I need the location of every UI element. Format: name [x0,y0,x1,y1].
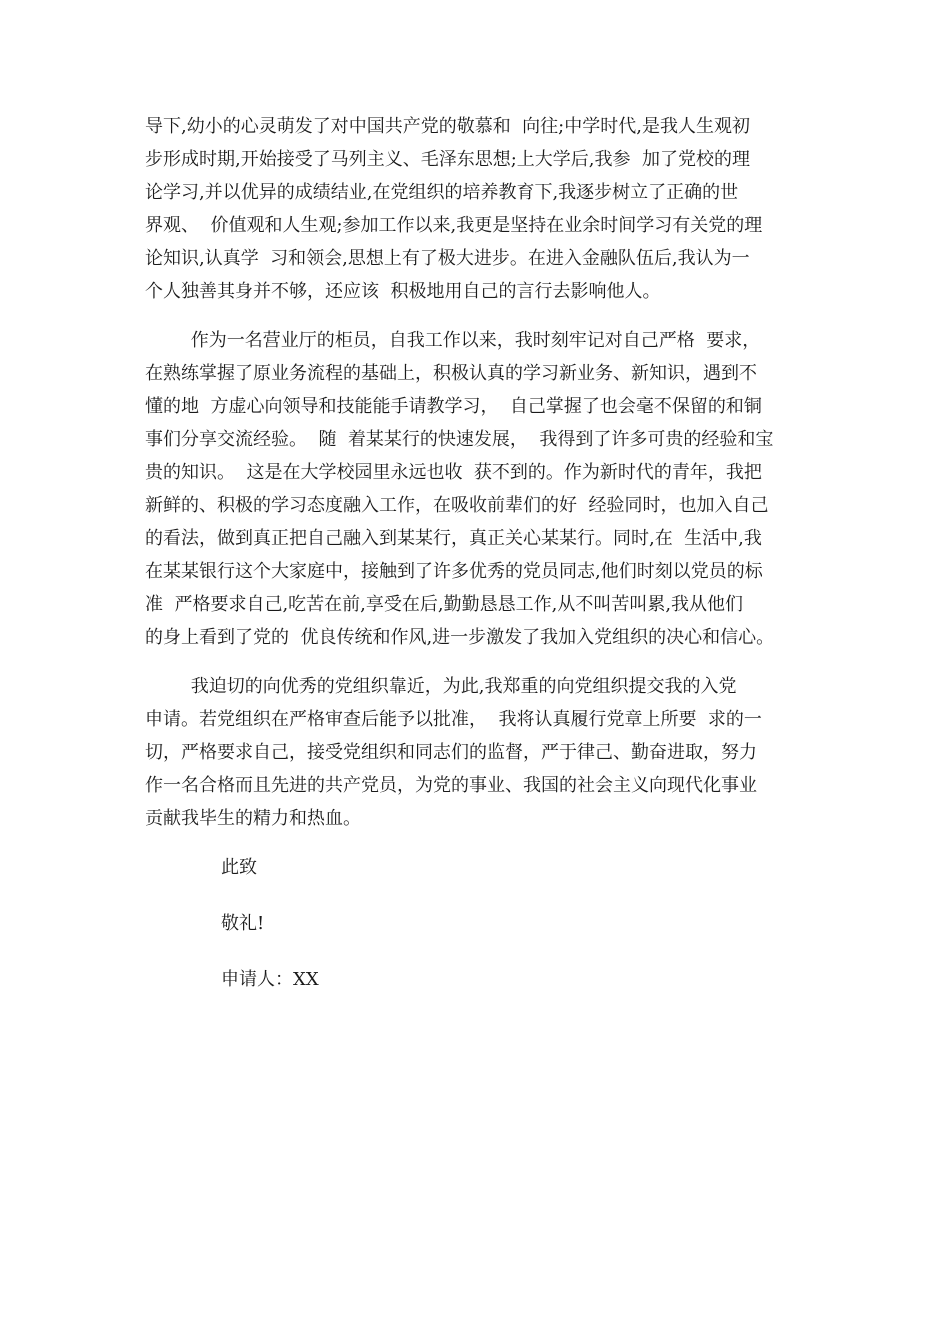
text-line: 事们分享交流经验。 随 着某某行的快速发展， 我得到了许多可贵的经验和宝 [145,429,774,450]
text-line: 贡献我毕生的精力和热血。 [145,808,361,829]
document-body [145,110,815,1019]
paragraph-gap [145,308,815,324]
text-line: 我迫切的向优秀的党组织靠近，为此,我郑重的向党组织提交我的入党 [145,676,737,697]
text-line: 的身上看到了党的 优良传统和作风,进一步激发了我加入党组织的决心和信心。 [145,627,775,648]
text-line: 贵的知识。 这是在大学校园里永远也收 获不到的。作为新时代的青年，我把 [145,462,762,483]
salutation: 此致 [221,857,257,878]
applicant-signature: 申请人：XX [221,969,319,990]
text-line: 准 严格要求自己,吃苦在前,享受在后,勤勤恳恳工作,从不叫苦叫累,我从他们 [145,594,744,615]
paragraph-2 [145,324,815,654]
paragraph-3 [145,670,815,835]
text-line: 个人独善其身并不够，还应该 积极地用自己的言行去影响他人。 [145,281,661,302]
text-line: 懂的地 方虚心向领导和技能能手请教学习， 自己掌握了也会毫不保留的和铜 [145,396,762,417]
text-line: 步形成时期,开始接受了马列主义、毛泽东思想;上大学后,我参 加了党校的理 [145,149,750,170]
paragraph-gap [145,654,815,670]
text-line: 的看法，做到真正把自己融入到某某行，真正关心某某行。同时,在 生活中,我 [145,528,762,549]
text-line: 导下,幼小的心灵萌发了对中国共产党的敬慕和 向往;中学时代,是我人生观初 [145,116,750,137]
text-line: 作为一名营业厅的柜员，自我工作以来，我时刻牢记对自己严格 要求， [145,330,761,351]
text-line: 切，严格要求自己，接受党组织和同志们的监督，严于律己、勤奋进取，努力 [145,742,757,763]
paragraph-1 [145,110,815,308]
text-line: 论知识,认真学 习和领会,思想上有了极大进步。在进入金融队伍后,我认为一 [145,248,750,269]
text-line: 在熟练掌握了原业务流程的基础上，积极认真的学习新业务、新知识，遇到不 [145,363,757,384]
text-line: 界观、 价值观和人生观;参加工作以来,我更是坚持在业余时间学习有关党的理 [145,215,763,236]
text-line: 新鲜的、积极的学习态度融入工作，在吸收前辈们的好 经验同时，也加入自己 [145,495,769,516]
text-line: 申请。若党组织在严格审查后能予以批准， 我将认真履行党章上所要 求的一 [145,709,762,730]
text-line: 论学习,并以优异的成绩结业,在党组织的培养教育下,我逐步树立了正确的世 [145,182,739,203]
text-line: 作一名合格而且先进的共产党员，为党的事业、我国的社会主义向现代化事业 [145,775,757,796]
regards: 敬礼! [221,913,265,934]
text-line: 在某某银行这个大家庭中，接触到了许多优秀的党员同志,他们时刻以党员的标 [145,561,763,582]
letter-closing [145,851,815,1019]
